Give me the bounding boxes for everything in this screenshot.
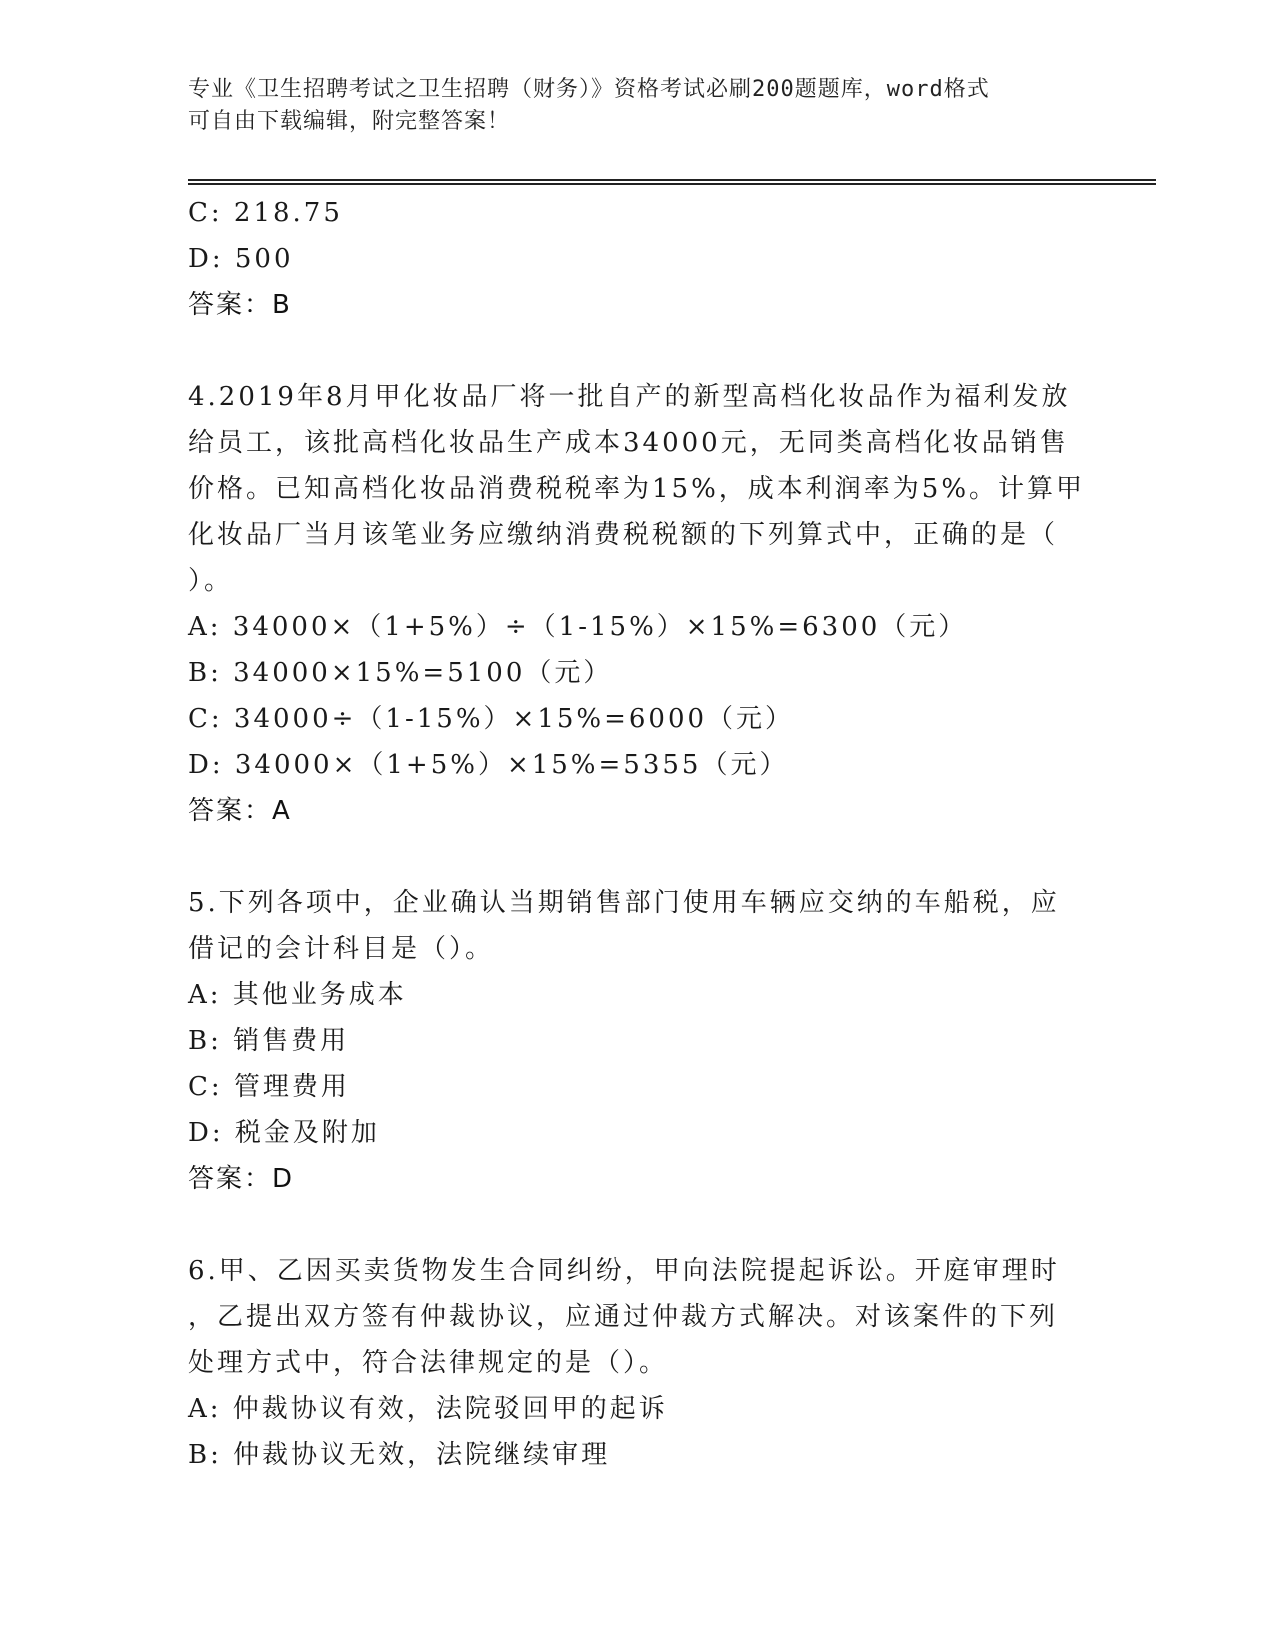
question-4 <box>188 374 1088 834</box>
question-stem-line: 价格。已知高档化妆品消费税税率为15%，成本利润率为5%。计算甲 <box>188 474 1086 504</box>
question-stem-line: ，乙提出双方签有仲裁协议，应通过仲裁方式解决。对该案件的下列 <box>188 1302 1059 1332</box>
question-stem-line: 6.甲、乙因买卖货物发生合同纠纷，甲向法院提起诉讼。开庭审理时 <box>188 1256 1060 1286</box>
question-stem-line: 5.下列各项中，企业确认当期销售部门使用车辆应交纳的车船税，应 <box>188 888 1060 918</box>
option-c: C: 34000÷（1-15%）×15%=6000（元） <box>188 704 795 734</box>
header-title-line-2: 可自由下载编辑，附完整答案！ <box>188 109 511 134</box>
option-b: B: 34000×15%=5100（元） <box>188 658 613 688</box>
question-6 <box>188 1248 1088 1478</box>
question-stem-line: 处理方式中，符合法律规定的是（）。 <box>188 1348 669 1378</box>
option-d: D: 500 <box>188 244 294 274</box>
option-d: D: 34000×（1+5%）×15%=5355（元） <box>188 750 789 780</box>
spacer <box>188 328 1088 374</box>
answer-line: 答案：A <box>188 796 292 826</box>
carry-over-question <box>188 190 1088 328</box>
header-divider-bottom <box>188 183 1156 185</box>
question-stem-line: 化妆品厂当月该笔业务应缴纳消费税税额的下列算式中，正确的是（ <box>188 520 1059 550</box>
option-c: C: 218.75 <box>188 198 343 228</box>
spacer <box>188 1202 1088 1248</box>
question-stem-line: 借记的会计科目是（）。 <box>188 934 495 964</box>
header-divider-top <box>188 179 1156 181</box>
question-stem-line: 4.2019年8月甲化妆品厂将一批自产的新型高档化妆品作为福利发放 <box>188 382 1071 412</box>
document-body <box>188 190 1088 1478</box>
option-a: A: 仲裁协议有效，法院驳回甲的起诉 <box>188 1394 668 1424</box>
option-c: C: 管理费用 <box>188 1072 350 1102</box>
answer-line: 答案：B <box>188 290 292 320</box>
question-stem-line: 给员工，该批高档化妆品生产成本34000元，无同类高档化妆品销售 <box>188 428 1069 458</box>
document-header <box>188 74 1068 138</box>
spacer <box>188 834 1088 880</box>
option-b: B: 销售费用 <box>188 1026 350 1056</box>
header-title-line-1: 专业《卫生招聘考试之卫生招聘（财务）》资格考试必刷200题题库，word格式 <box>188 77 990 102</box>
option-a: A: 34000×（1+5%）÷（1-15%）×15%=6300（元） <box>188 612 968 642</box>
question-5 <box>188 880 1088 1202</box>
question-stem-line: ）。 <box>188 566 234 596</box>
option-a: A: 其他业务成本 <box>188 980 407 1010</box>
option-d: D: 税金及附加 <box>188 1118 380 1148</box>
answer-line: 答案：D <box>188 1164 295 1194</box>
option-b: B: 仲裁协议无效，法院继续审理 <box>188 1440 611 1470</box>
